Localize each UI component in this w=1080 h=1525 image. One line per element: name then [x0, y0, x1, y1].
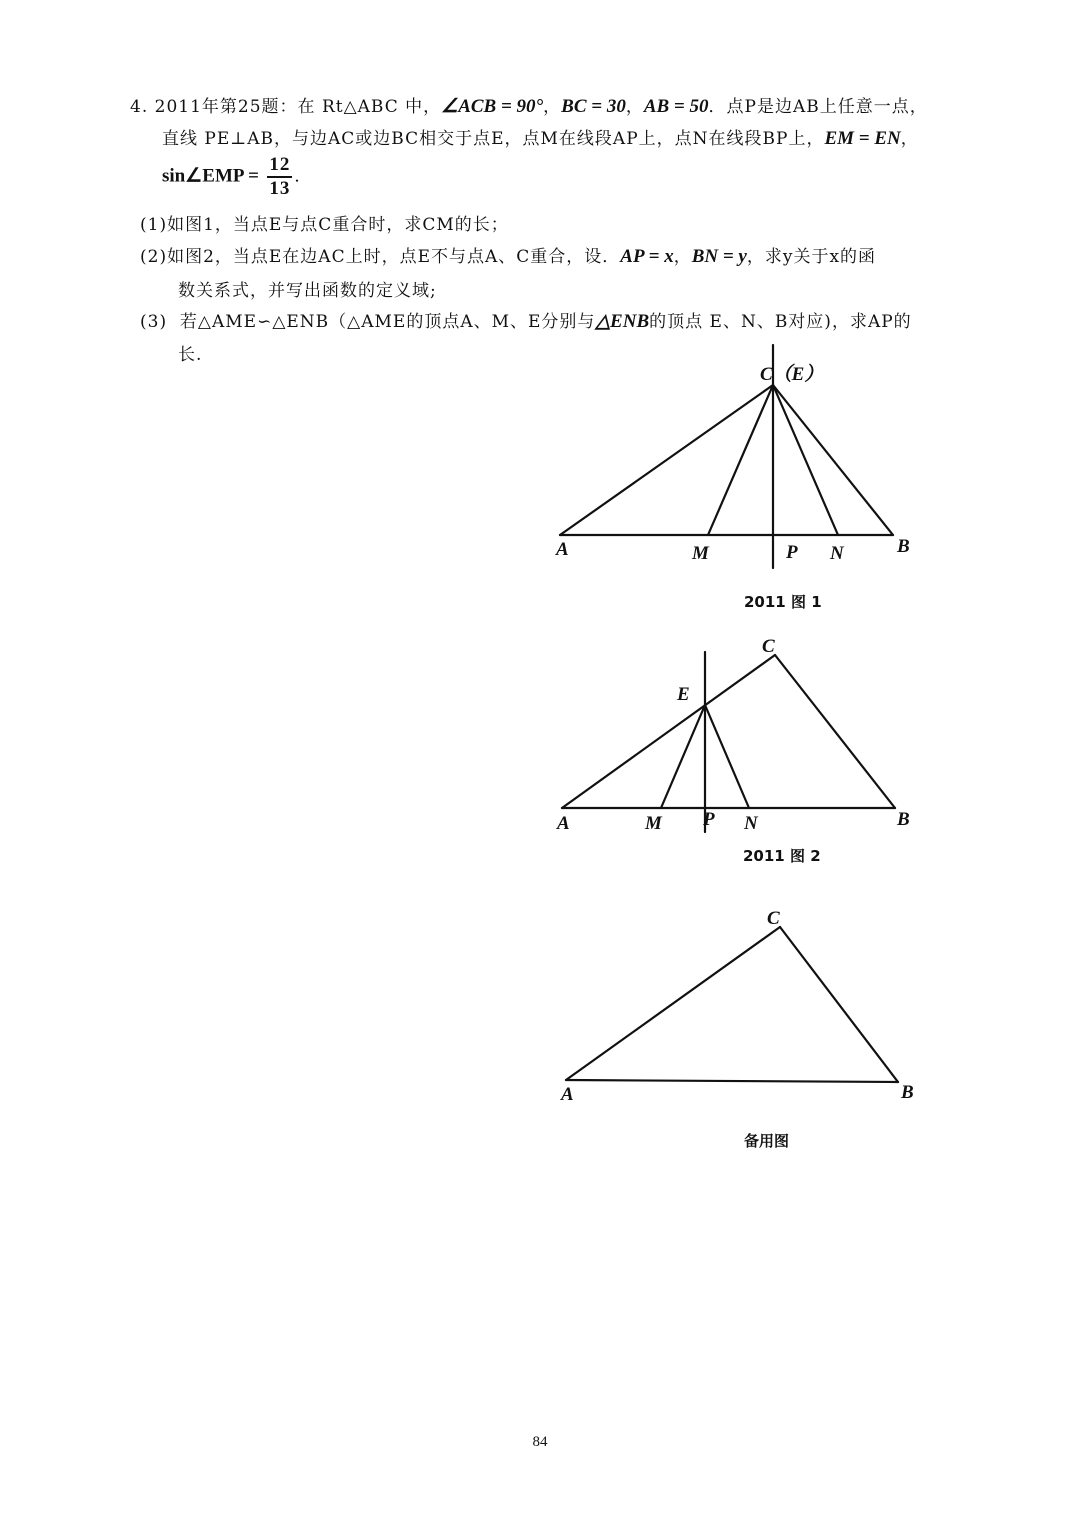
- fig2-label-c: C: [762, 636, 775, 657]
- fig2-label-n: N: [744, 813, 758, 834]
- sin-label: sin∠EMP =: [162, 165, 260, 187]
- comma: ，: [900, 129, 919, 149]
- question-1-text: (1)如图1，当点E与点C重合时，求CM的长；: [140, 215, 509, 235]
- fig1-label-b: B: [897, 536, 910, 557]
- fig1-caption: 2011 图 1: [744, 593, 822, 611]
- question-2-domain-text: 数关系式，并写出函数的定义域;: [178, 281, 437, 301]
- question-2-text-cont: ，求y关于x的函: [746, 247, 877, 267]
- fig2-label-e: E: [677, 684, 690, 705]
- em-en-formula: EM = EN: [824, 128, 901, 149]
- fig2-caption: 2011 图 2: [743, 847, 821, 865]
- fig3-label-c: C: [767, 908, 780, 929]
- fig2-label-m: M: [645, 813, 662, 834]
- comma: ，: [625, 97, 644, 117]
- bc-formula: BC = 30: [561, 96, 626, 117]
- fig1-side-bc: [773, 385, 893, 535]
- problem-number: 4.: [130, 97, 149, 117]
- angle-acb-formula: ∠ACB = 90°: [441, 96, 544, 117]
- line-pe-text: 直线 PE⊥AB，与边AC或边BC相交于点E，点M在线段AP上，点N在线段BP上，: [162, 129, 825, 149]
- period: ．: [294, 166, 313, 187]
- question-3-number: (3): [140, 312, 168, 332]
- figure-3-lines: [566, 927, 898, 1082]
- comma: ，: [543, 97, 562, 117]
- bn-y-formula: BN = y: [691, 246, 747, 267]
- comma: ，: [673, 247, 692, 267]
- question-3-text: 若△AME∽△ENB（△AME的顶点A、M、E分别与: [179, 312, 596, 332]
- point-p-text: ．点P是边AB上任意一点，: [708, 97, 928, 117]
- figure-1-lines: [560, 345, 893, 568]
- fig2-label-p: P: [703, 809, 715, 830]
- figure-2-lines: [562, 652, 895, 832]
- year-label: 2011年第25题：: [154, 97, 298, 117]
- fig3-side-bc: [780, 927, 898, 1082]
- question-3-text-cont: 的顶点 E、N、B对应)，求AP的: [649, 312, 912, 332]
- fig1-segment-cn: [773, 385, 838, 535]
- page-number: 84: [532, 1434, 548, 1450]
- intro-text: 在 Rt△ABC 中，: [297, 97, 442, 117]
- fraction-numerator: 12: [267, 154, 292, 178]
- fig2-label-b: B: [897, 809, 910, 830]
- fig2-side-bc: [775, 655, 895, 808]
- fig2-segment-en: [705, 705, 749, 808]
- fig3-side-ac: [566, 927, 780, 1080]
- fig3-label-a: A: [561, 1084, 574, 1105]
- question-3-text-end: 长.: [178, 345, 203, 365]
- question-2-text: (2)如图2，当点E在边AC上时，点E不与点A、C重合，设．: [140, 247, 621, 267]
- fig2-side-ac: [562, 655, 775, 808]
- fig3-side-ab: [566, 1080, 898, 1082]
- fraction-denominator: 13: [269, 178, 291, 199]
- fig1-label-a: A: [556, 539, 569, 560]
- ab-formula: AB = 50: [643, 96, 709, 117]
- fig1-label-p: P: [786, 542, 798, 563]
- triangle-enb-formula: △ENB: [595, 311, 650, 332]
- fig1-label-m: M: [692, 543, 709, 564]
- fig2-label-a: A: [557, 813, 570, 834]
- fig1-label-n: N: [830, 543, 844, 564]
- fig3-label-b: B: [901, 1082, 914, 1103]
- fig3-caption: 备用图: [744, 1132, 790, 1150]
- ap-x-formula: AP = x: [620, 246, 674, 267]
- fig1-label-c-e: C（E）: [760, 364, 824, 385]
